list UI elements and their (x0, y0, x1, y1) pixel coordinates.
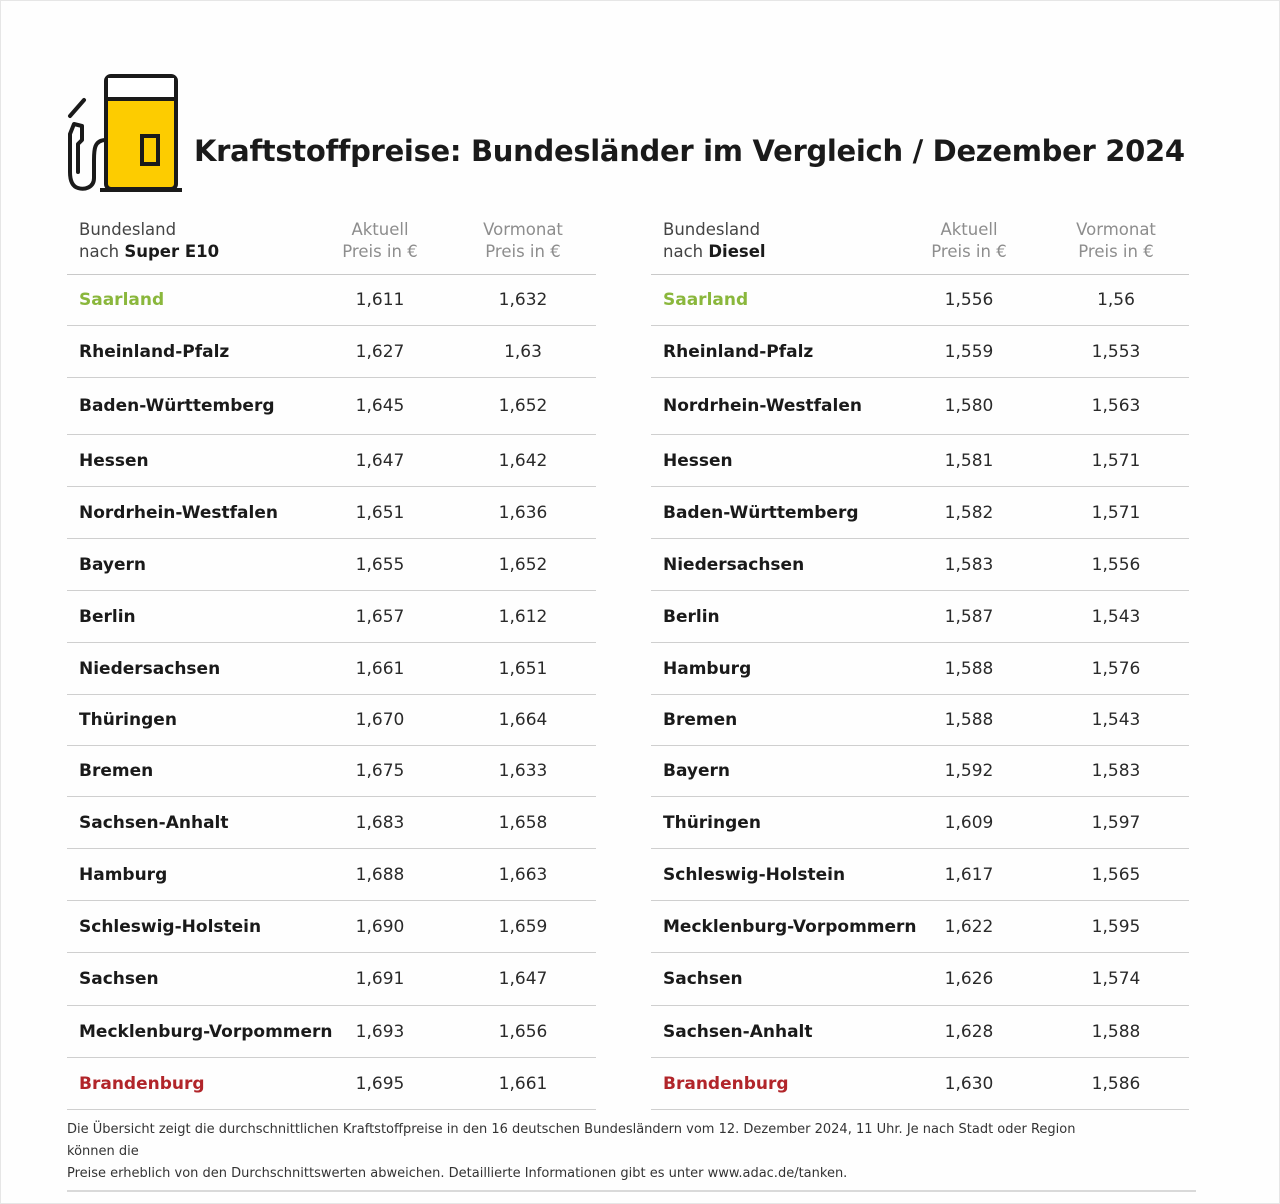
cell-bundesland: Baden-Württemberg (663, 502, 859, 523)
cell-vormonat: 1,652 (498, 396, 548, 416)
cell-vormonat: 1,571 (1091, 450, 1141, 471)
cell-aktuell: 1,587 (944, 606, 994, 627)
cell-aktuell: 1,626 (944, 969, 994, 989)
table-row (651, 378, 1189, 435)
cell-bundesland: Hamburg (79, 864, 168, 885)
cell-aktuell: 1,645 (355, 396, 405, 416)
table-row (651, 591, 1189, 643)
cell-vormonat: 1,632 (498, 290, 548, 310)
table-row (651, 275, 1189, 326)
table-row (651, 797, 1189, 849)
column-header-vormonat: Vormonat Preis in € (1076, 220, 1156, 261)
cell-vormonat: 1,56 (1097, 290, 1135, 310)
cell-bundesland: Schleswig-Holstein (79, 916, 262, 937)
column-header-bundesland: Bundesland nach Diesel (663, 220, 766, 261)
cell-vormonat: 1,543 (1091, 606, 1141, 627)
cell-vormonat: 1,663 (498, 864, 548, 885)
table-row (651, 1006, 1189, 1058)
table-row (651, 326, 1189, 378)
cell-aktuell: 1,583 (944, 554, 994, 575)
cell-bundesland: Rheinland-Pfalz (79, 341, 230, 362)
table-row (67, 591, 596, 643)
cell-vormonat: 1,664 (498, 710, 548, 730)
cell-vormonat: 1,661 (498, 1073, 548, 1094)
cell-vormonat: 1,642 (498, 450, 548, 471)
table-row (67, 326, 596, 378)
cell-aktuell: 1,683 (355, 812, 405, 833)
cell-bundesland: Bayern (663, 761, 731, 781)
cell-bundesland: Nordrhein-Westfalen (663, 396, 862, 416)
cell-bundesland: Hessen (79, 450, 149, 471)
cell-bundesland: Sachsen (663, 969, 743, 989)
cell-bundesland: Brandenburg (663, 1073, 789, 1094)
table-row (67, 953, 596, 1006)
cell-aktuell: 1,691 (355, 969, 405, 989)
table-row (651, 953, 1189, 1006)
cell-bundesland: Bremen (79, 761, 154, 781)
cell-bundesland: Brandenburg (79, 1073, 205, 1094)
table-row (67, 539, 596, 591)
cell-aktuell: 1,628 (944, 1021, 994, 1042)
cell-vormonat: 1,656 (498, 1021, 548, 1042)
cell-aktuell: 1,661 (355, 658, 405, 679)
table-row (651, 746, 1189, 797)
cell-vormonat: 1,553 (1091, 341, 1141, 362)
table-row (67, 378, 596, 435)
cell-bundesland: Bremen (663, 710, 738, 730)
cell-bundesland: Sachsen-Anhalt (79, 812, 229, 833)
cell-bundesland: Thüringen (663, 812, 761, 833)
cell-bundesland: Niedersachsen (663, 554, 805, 575)
cell-vormonat: 1,571 (1091, 502, 1141, 523)
cell-bundesland: Mecklenburg-Vorpommern (663, 916, 917, 937)
cell-vormonat: 1,595 (1091, 916, 1141, 937)
cell-aktuell: 1,580 (944, 396, 994, 416)
table-row (67, 746, 596, 797)
cell-vormonat: 1,576 (1091, 658, 1141, 679)
cell-bundesland: Berlin (79, 606, 136, 627)
cell-bundesland: Hessen (663, 450, 733, 471)
cell-aktuell: 1,556 (944, 290, 994, 310)
table-diesel (651, 216, 1189, 1110)
cell-aktuell: 1,693 (355, 1021, 405, 1042)
cell-aktuell: 1,609 (944, 812, 994, 833)
table-row (67, 275, 596, 326)
cell-vormonat: 1,588 (1091, 1021, 1141, 1042)
cell-aktuell: 1,690 (355, 916, 405, 937)
cell-bundesland: Mecklenburg-Vorpommern (79, 1021, 333, 1042)
table-row (651, 695, 1189, 746)
cell-aktuell: 1,582 (944, 502, 994, 523)
cell-vormonat: 1,543 (1091, 710, 1141, 730)
cell-aktuell: 1,688 (355, 864, 405, 885)
cell-vormonat: 1,658 (498, 812, 548, 833)
cell-vormonat: 1,652 (498, 554, 548, 575)
cell-aktuell: 1,655 (355, 554, 405, 575)
table-row (67, 1058, 596, 1110)
cell-aktuell: 1,617 (944, 864, 994, 885)
cell-bundesland: Niedersachsen (79, 658, 221, 679)
column-header-bundesland: Bundesland nach Super E10 (79, 220, 220, 261)
table-row (651, 849, 1189, 901)
cell-aktuell: 1,559 (944, 341, 994, 362)
table-row (651, 487, 1189, 539)
cell-aktuell: 1,627 (355, 341, 405, 362)
table-body (651, 275, 1189, 1110)
cell-vormonat: 1,586 (1091, 1073, 1141, 1094)
table-row (651, 901, 1189, 953)
cell-aktuell: 1,581 (944, 450, 994, 471)
table-header (67, 216, 596, 275)
table-row (67, 901, 596, 953)
cell-vormonat: 1,659 (498, 916, 548, 937)
cell-bundesland: Saarland (663, 290, 749, 310)
cell-aktuell: 1,588 (944, 710, 994, 730)
table-row (67, 849, 596, 901)
column-header-vormonat: Vormonat Preis in € (483, 220, 563, 261)
cell-bundesland: Sachsen (79, 969, 159, 989)
cell-bundesland: Schleswig-Holstein (663, 864, 846, 885)
cell-aktuell: 1,670 (355, 710, 405, 730)
cell-vormonat: 1,565 (1091, 864, 1141, 885)
cell-aktuell: 1,675 (355, 761, 405, 781)
cell-vormonat: 1,574 (1091, 969, 1141, 989)
cell-bundesland: Berlin (663, 606, 720, 627)
table-super-e10 (67, 216, 596, 1110)
cell-vormonat: 1,633 (498, 761, 548, 781)
cell-aktuell: 1,651 (355, 502, 405, 523)
fuel-pump-icon (66, 74, 184, 196)
cell-bundesland: Saarland (79, 290, 165, 310)
cell-bundesland: Nordrhein-Westfalen (79, 502, 278, 523)
cell-vormonat: 1,612 (498, 606, 548, 627)
cell-aktuell: 1,588 (944, 658, 994, 679)
cell-aktuell: 1,622 (944, 916, 994, 937)
cell-bundesland: Sachsen-Anhalt (663, 1021, 813, 1042)
footnote: Die Übersicht zeigt die durchschnittlichen Kraftstoffpreise in den 16 deutschen Bundesländern vom 12. Dezember 2024, 11 Uhr. Je nach Stadt oder Region können die Preise erheblich von den Durchschnittswerten abweichen. Detaillierte Informationen gibt es unter www.adac.de/tanken. (67, 1122, 1076, 1181)
cell-bundesland: Baden-Württemberg (79, 396, 275, 416)
table-row (67, 695, 596, 746)
table-row (651, 435, 1189, 487)
column-header-aktuell: Aktuell Preis in € (931, 220, 1007, 261)
table-row (67, 435, 596, 487)
cell-vormonat: 1,556 (1091, 554, 1141, 575)
cell-bundesland: Rheinland-Pfalz (663, 341, 814, 362)
cell-vormonat: 1,63 (504, 341, 542, 362)
cell-aktuell: 1,611 (355, 290, 405, 310)
table-row (651, 539, 1189, 591)
table-row (67, 487, 596, 539)
cell-vormonat: 1,583 (1091, 761, 1141, 781)
table-row (67, 797, 596, 849)
table-header (651, 216, 1189, 275)
cell-aktuell: 1,647 (355, 450, 405, 471)
cell-aktuell: 1,592 (944, 761, 994, 781)
table-body (67, 275, 596, 1110)
cell-bundesland: Hamburg (663, 658, 752, 679)
cell-bundesland: Thüringen (79, 710, 177, 730)
table-row (651, 1058, 1189, 1110)
cell-vormonat: 1,597 (1091, 812, 1141, 833)
cell-vormonat: 1,651 (498, 658, 548, 679)
column-header-aktuell: Aktuell Preis in € (342, 220, 418, 261)
cell-vormonat: 1,647 (498, 969, 548, 989)
table-row (67, 1006, 596, 1058)
page-title: Kraftstoffpreise: Bundesländer im Vergleich / Dezember 2024 (194, 134, 1185, 168)
cell-vormonat: 1,563 (1091, 396, 1141, 416)
table-row (67, 643, 596, 695)
cell-vormonat: 1,636 (498, 502, 548, 523)
cell-aktuell: 1,630 (944, 1073, 994, 1094)
bottom-divider (67, 1190, 1196, 1192)
table-row (651, 643, 1189, 695)
cell-bundesland: Bayern (79, 554, 147, 575)
cell-aktuell: 1,657 (355, 606, 405, 627)
cell-aktuell: 1,695 (355, 1073, 405, 1094)
